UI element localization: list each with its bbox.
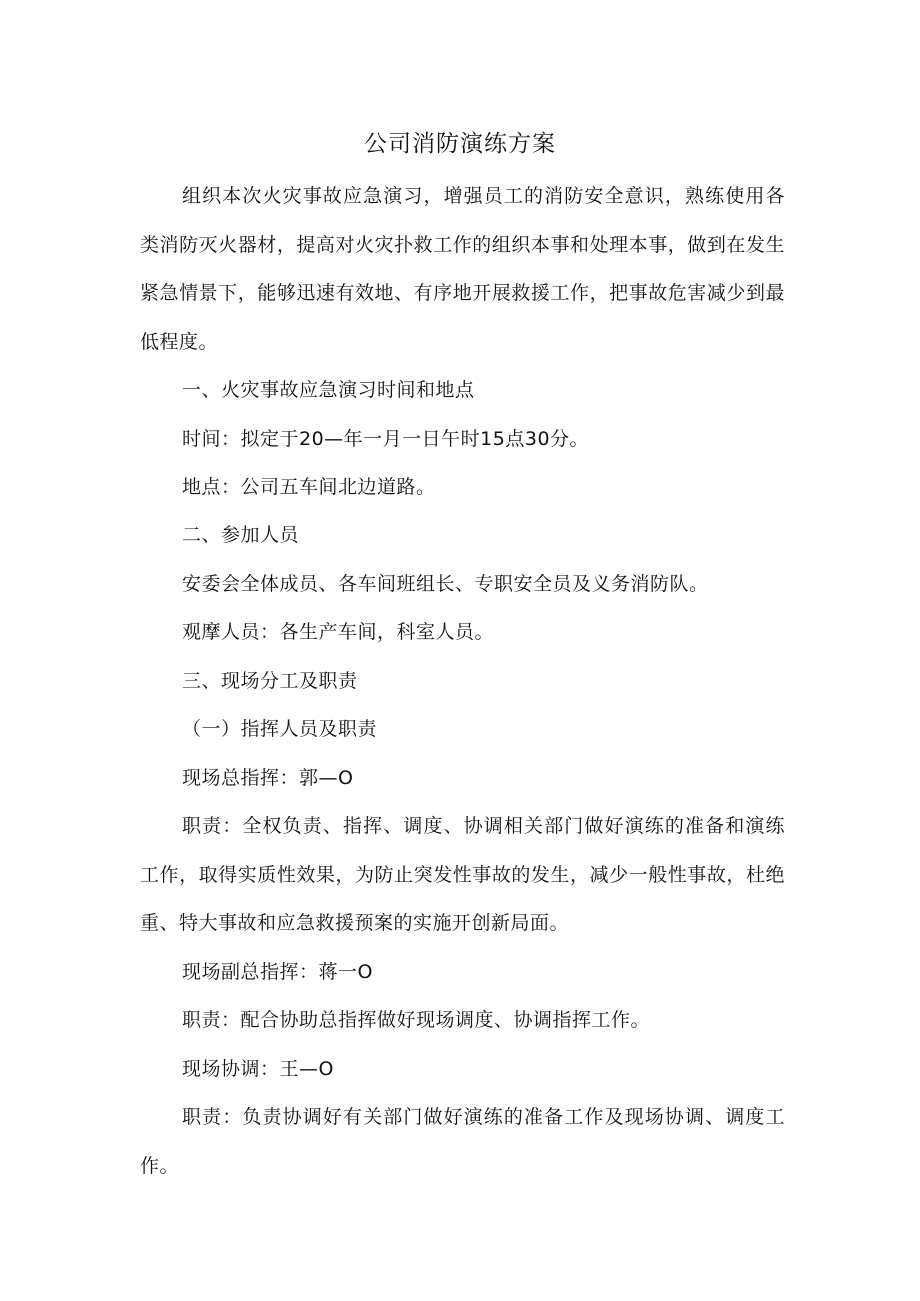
section-heading-time-place: 一、火灾事故应急演习时间和地点 — [182, 379, 475, 401]
subsection-heading-command: （一）指挥人员及职责 — [182, 718, 378, 740]
paragraph-chief-commander: 现场总指挥：郭—O — [182, 767, 354, 789]
paragraph-observers: 观摩人员：各生产车间，科室人员。 — [182, 621, 495, 643]
paragraph-coordinator: 现场协调：王—O — [182, 1058, 334, 1080]
document-title: 公司消防演练方案 — [364, 131, 556, 157]
paragraph-coordinator-duties: 职责：负责协调好有关部门做好演练的准备工作及现场协调、调度工作。 — [140, 1106, 785, 1177]
paragraph-intro: 组织本次火灾事故应急演习，增强员工的消防安全意识，熟练使用各类消防灭火器材，提高对火灾扑救工作的组织本事和处理本事，做到在发生紧急情景下，能够迅速有效地、有序地开展救援工作，把事故危害减少到最低程度。 — [140, 185, 785, 353]
paragraph-deputy-duties: 职责：配合协助总指挥做好现场调度、协调指挥工作。 — [182, 1009, 651, 1031]
paragraph-participants: 安委会全体成员、各车间班组长、专职安全员及义务消防队。 — [182, 573, 709, 595]
section-heading-participants: 二、参加人员 — [182, 524, 300, 546]
paragraph-deputy-commander: 现场副总指挥：蒋一O — [182, 961, 373, 983]
paragraph-location: 地点：公司五车间北边道路。 — [182, 476, 436, 498]
paragraph-chief-duties: 职责：全权负责、指挥、调度、协调相关部门做好演练的准备和演练工作，取得实质性效果，为防止突发性事故的发生，减少一般性事故，杜绝重、特大事故和应急救援预案的实施开创新局面。 — [140, 815, 785, 934]
section-heading-duties: 三、现场分工及职责 — [182, 670, 358, 692]
paragraph-time: 时间：拟定于20—年一月一日午时15点30分。 — [182, 428, 590, 450]
